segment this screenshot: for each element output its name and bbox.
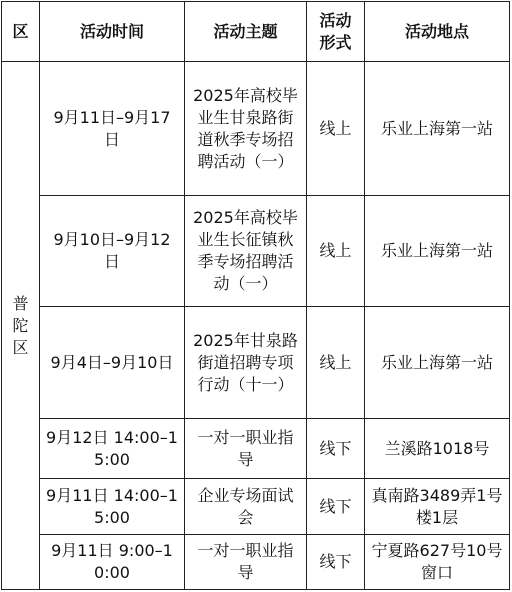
location-cell: 真南路3489弄1号楼1层 bbox=[365, 479, 510, 535]
district-cell bbox=[2, 62, 40, 590]
theme-cell: 2025年高校毕业生长征镇秋季专场招聘活动（一） bbox=[185, 196, 307, 307]
theme-cell: 2025年高校毕业生甘泉路街道秋季专场招聘活动（一） bbox=[185, 62, 307, 196]
header-format: 活动形式 bbox=[307, 2, 365, 62]
format-cell: 线下 bbox=[307, 535, 365, 590]
format-cell: 线上 bbox=[307, 307, 365, 419]
table-row bbox=[2, 535, 510, 590]
format-cell: 线上 bbox=[307, 62, 365, 196]
location-cell: 兰溪路1018号 bbox=[365, 419, 510, 479]
time-cell: 9月11日 14:00–15:00 bbox=[40, 479, 185, 535]
time-cell: 9月12日 14:00–15:00 bbox=[40, 419, 185, 479]
activity-table bbox=[1, 1, 510, 590]
header-row bbox=[2, 2, 510, 62]
location-cell: 宁夏路627号10号窗口 bbox=[365, 535, 510, 590]
table-row bbox=[2, 196, 510, 307]
location-cell: 乐业上海第一站 bbox=[365, 62, 510, 196]
theme-cell: 一对一职业指导 bbox=[185, 535, 307, 590]
table-row bbox=[2, 479, 510, 535]
time-cell: 9月11日–9月17日 bbox=[40, 62, 185, 196]
header-theme: 活动主题 bbox=[185, 2, 307, 62]
header-time: 活动时间 bbox=[40, 2, 185, 62]
time-cell: 9月10日–9月12日 bbox=[40, 196, 185, 307]
format-cell: 线下 bbox=[307, 419, 365, 479]
location-cell: 乐业上海第一站 bbox=[365, 307, 510, 419]
location-cell: 乐业上海第一站 bbox=[365, 196, 510, 307]
table-row bbox=[2, 62, 510, 196]
time-cell: 9月4日–9月10日 bbox=[40, 307, 185, 419]
theme-cell: 企业专场面试会 bbox=[185, 479, 307, 535]
time-cell: 9月11日 9:00–10:00 bbox=[40, 535, 185, 590]
district-name: 普陀区 bbox=[12, 293, 29, 357]
theme-cell: 一对一职业指导 bbox=[185, 419, 307, 479]
format-cell: 线上 bbox=[307, 196, 365, 307]
table-row bbox=[2, 419, 510, 479]
format-cell: 线下 bbox=[307, 479, 365, 535]
header-district: 区 bbox=[2, 2, 40, 62]
header-location: 活动地点 bbox=[365, 2, 510, 62]
theme-cell: 2025年甘泉路街道招聘专项行动（十一） bbox=[185, 307, 307, 419]
table-row bbox=[2, 307, 510, 419]
